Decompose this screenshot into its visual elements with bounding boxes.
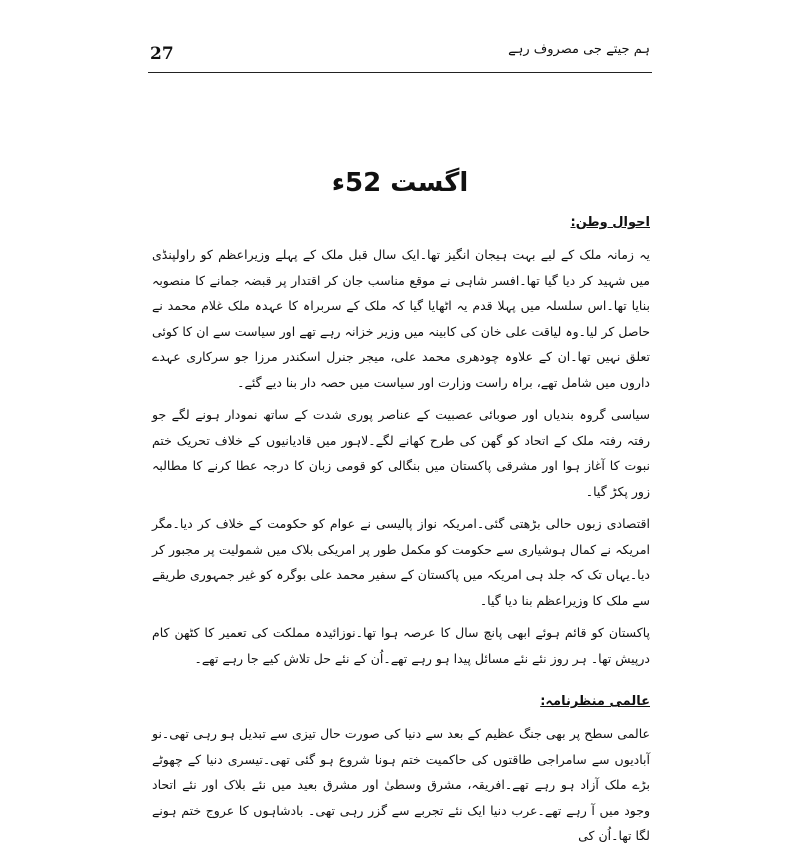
paragraph: یہ زمانہ ملک کے لیے بہت ہیجان انگیز تھا۔ایک سال قبل ملک کے پہلے وزیراعظم کو راولپنڈی میں شہید کر دیا گیا تھا۔افسر شاہی نے موقع مناسب جان کر اقتدار پر قبضہ جمانے کا منصوبہ بنایا تھا۔اس سلسلہ میں پہلا قدم یہ اٹھایا گیا کہ ملک کے سربراہ کا عہدہ ملک غلام محمد نے حاصل کر لیا۔وہ لیاقت علی خان کی کابینہ میں وزیر خزانہ رہے تھے اور سیاست سے ان کا کوئی تعلق نہیں تھا۔ان کے علاوہ چودھری محمد علی، میجر جنرل اسکندر مرزا جو سرکاری عہدے داروں میں شامل تھے، براہ راست وزارت اور سیاست میں حصہ دار بنا دیے گئے۔ xyxy=(152,247,650,390)
paragraph: سیاسی گروہ بندیاں اور صوبائی عصبیت کے عناصر پوری شدت کے ساتھ نمودار ہونے لگے جو رفتہ رفتہ ملک کے اتحاد کو گھن کی طرح کھانے لگے۔لاہور میں قادیانیوں کے خلاف تحریک ختم نبوت کا آغاز ہوا اور مشرقی پاکستان میں بنگالی کو قومی زبان کا درجہ عطا کرنے کا مطالبہ زور پکڑ گیا۔ xyxy=(152,407,650,499)
body-text xyxy=(152,210,650,856)
page-number: 27 xyxy=(150,44,174,64)
section-heading-watan: احوال وطن: xyxy=(570,215,650,230)
header-rule xyxy=(148,72,652,73)
paragraph: پاکستان کو قائم ہوئے ابھی پانچ سال کا عرصہ ہوا تھا۔نوزائیدہ مملکت کی تعمیر کا کٹھن کام درپیش تھا۔ ہر روز نئے نئے مسائل پیدا ہو رہے تھے۔اُن کے نئے حل تلاش کیے جا رہے تھے۔ xyxy=(152,625,650,666)
paragraph: عالمی سطح پر بھی جنگ عظیم کے بعد سے دنیا کی صورت حال تیزی سے تبدیل ہو رہی تھی۔نو آبادیوں سے سامراجی طاقتوں کی حاکمیت ختم ہونا شروع ہو گئی تھی۔تیسری دنیا کے چھوٹے بڑے ملک آزاد ہو رہے تھے۔افریقہ، مشرق وسطیٰ اور مشرق بعید میں نئے بلاک اور نئے اتحاد وجود میں آ رہے تھے۔عرب دنیا ایک نئے تجربے سے گزر رہی تھی۔ بادشاہوں کا عروج ختم ہونے لگا تھا۔اُن کی xyxy=(152,726,650,843)
paragraph: اقتصادی زبوں حالی بڑھتی گئی۔امریکہ نواز پالیسی نے عوام کو حکومت کے خلاف کر دیا۔مگر امریکہ نے کمال ہوشیاری سے حکومت کو مکمل طور پر امریکی بلاک میں شمولیت پر مجبور کر دیا۔یہاں تک کہ جلد ہی امریکہ میں پاکستان کے سفیر محمد علی بوگرہ کو غیر جمہوری طریقے سے ملک کا وزیراعظم بنا دیا گیا۔ xyxy=(152,516,650,608)
running-header: ہم جیتے جی مصروف رہے xyxy=(508,42,650,57)
chapter-title: اگست 52ء xyxy=(331,168,469,198)
section-heading-alami: عالمی منظرنامہ: xyxy=(540,694,650,709)
